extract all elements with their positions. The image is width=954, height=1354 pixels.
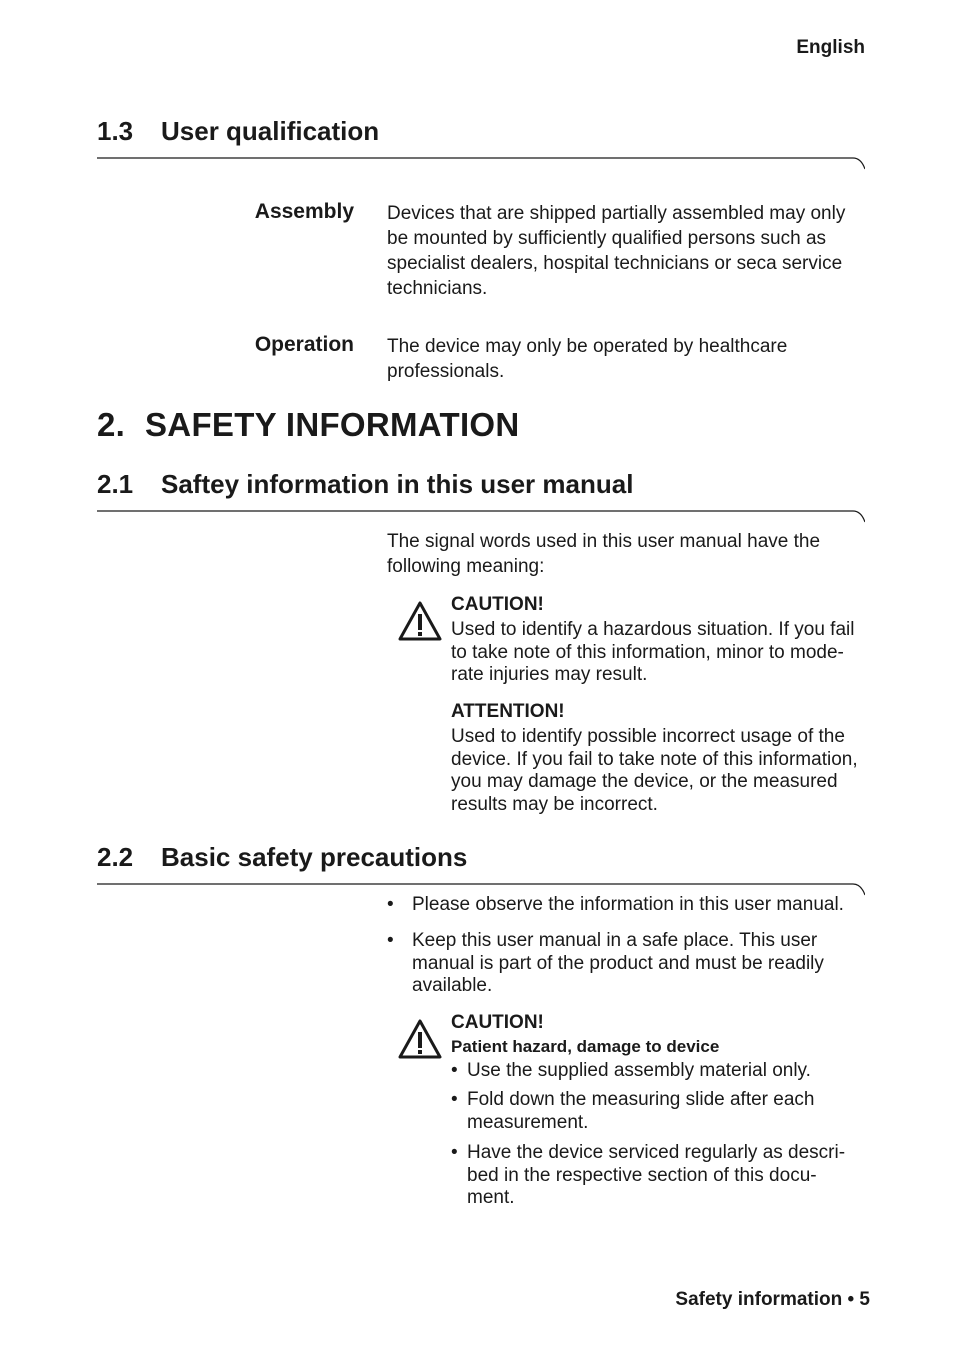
text-line: rate injuries may result. — [451, 664, 648, 685]
list-item — [387, 894, 867, 918]
text-line: you may damage the device, or the measured — [451, 771, 838, 792]
text-line: measurement. — [467, 1111, 589, 1133]
text-line: professionals. — [387, 361, 505, 382]
section-heading-2-2 — [97, 842, 467, 873]
bullet-symbol: • — [451, 1060, 458, 1081]
section-heading-1-3 — [97, 116, 379, 147]
text-line: Keep this user manual in a safe place. This user — [412, 930, 818, 951]
text-line: Please observe the information in this user manual. — [412, 894, 844, 915]
attention-text — [451, 726, 871, 816]
chapter-title: SAFETY INFORMATION — [145, 406, 520, 443]
text-line: specialist dealers, hospital technicians or seca service — [387, 253, 843, 274]
text-line: Used to identify a hazardous situation. If you fail — [451, 619, 855, 640]
operation-text — [387, 334, 867, 384]
text-line: bed in the respective section of this docu- — [467, 1164, 817, 1186]
text-line: Fold down the measuring slide after each — [467, 1089, 815, 1110]
text-line: Use the supplied assembly material only. — [467, 1060, 811, 1081]
list-item — [451, 1060, 871, 1084]
text-line: to take note of this information, minor to mode- — [451, 641, 844, 663]
label-operation: Operation — [254, 333, 354, 356]
text-line: be mounted by sufficiently qualified persons such as — [387, 228, 827, 249]
attention-title: ATTENTION! — [451, 701, 565, 722]
text-line: The signal words used in this user manual have the — [387, 531, 821, 552]
text-line: device. If you fail to take note of this information, — [451, 748, 858, 770]
list-item — [451, 1089, 871, 1135]
text-line: ment. — [467, 1187, 515, 1208]
section-heading-2-1 — [97, 469, 633, 500]
text-line: The device may only be operated by healthcare — [387, 336, 788, 357]
warning-triangle-icon — [397, 600, 443, 642]
bullet-symbol: • — [387, 894, 394, 915]
chapter-heading-2 — [97, 406, 520, 444]
section-title: Basic safety precautions — [161, 842, 468, 872]
text-line: Devices that are shipped partially assembled may only — [387, 203, 846, 224]
section-number: 2.2 — [97, 842, 134, 872]
text-line: available. — [412, 975, 493, 996]
text-line: manual is part of the product and must be readily — [412, 952, 824, 974]
text-line: technicians. — [387, 278, 488, 299]
caution-text — [451, 619, 871, 687]
page-footer: Safety information • 5 — [675, 1289, 870, 1310]
text-line: Have the device serviced regularly as descri- — [467, 1142, 846, 1163]
assembly-text — [387, 201, 867, 301]
section-number: 2.1 — [97, 469, 134, 499]
caution-title: CAUTION! — [451, 1012, 544, 1033]
text-line: results may be incorrect. — [451, 793, 658, 815]
list-item — [451, 1142, 871, 1212]
header-language: English — [796, 37, 865, 58]
bullet-symbol: • — [451, 1089, 458, 1110]
caution-title: CAUTION! — [451, 594, 544, 615]
list-item — [387, 930, 867, 1000]
section-rule — [97, 157, 865, 179]
section-number: 1.3 — [97, 116, 134, 146]
text-line: Used to identify possible incorrect usage of the — [451, 726, 845, 747]
section-title: Saftey information in this user manual — [161, 469, 634, 499]
text-line: following meaning: — [387, 556, 545, 577]
bullet-symbol: • — [451, 1142, 458, 1163]
label-assembly: Assembly — [254, 200, 354, 223]
section-title: User qualification — [161, 116, 380, 146]
bullet-symbol: • — [387, 930, 394, 951]
chapter-number: 2. — [97, 406, 126, 443]
caution-subtitle: Patient hazard, damage to device — [451, 1037, 720, 1056]
signal-words-intro — [387, 529, 867, 579]
warning-triangle-icon — [397, 1018, 443, 1060]
